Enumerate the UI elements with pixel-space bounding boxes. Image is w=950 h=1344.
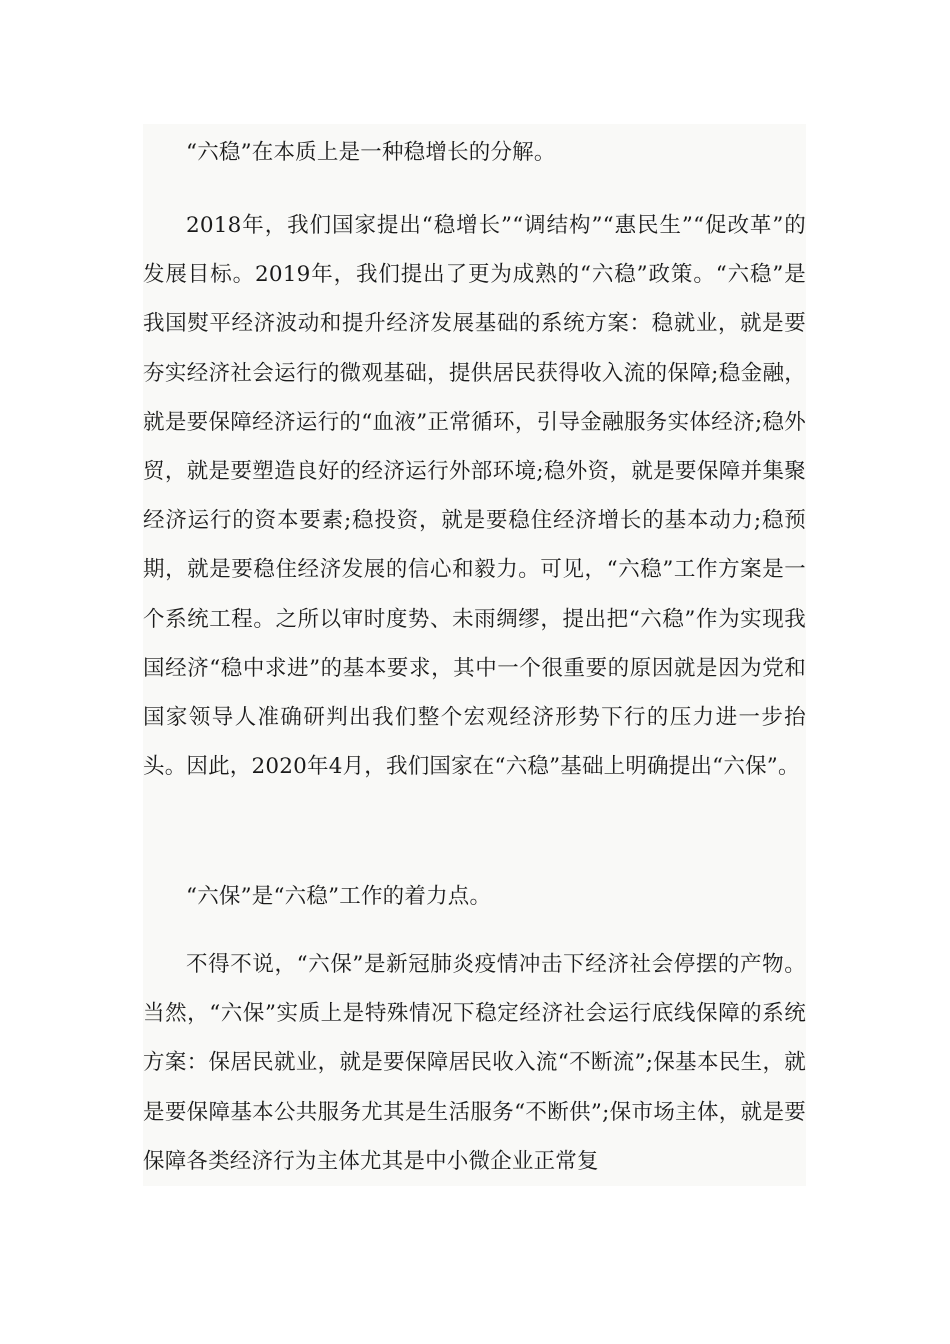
paragraph-3: “六保”是“六稳”工作的着力点。 — [186, 884, 492, 909]
paragraph-4: 不得不说，“六保”是新冠肺炎疫情冲击下经济社会停摆的产物。当然，“六保”实质上是特殊情况下稳定经济社会运行底线保障的系统方案：保居民就业，就是要保障居民收入流“不断流”;保基本民生，就是要保障基本公共服务尤其是生活服务“不断供”;保市场主体，就是要保障各类经济行为主体尤其是中小微企业正常复 — [143, 952, 806, 1174]
paragraph-2: 2018年，我们国家提出“稳增长”“调结构”“惠民生”“促改革”的发展目标。2019年，我们提出了更为成熟的“六稳”政策。“六稳”是我国熨平经济波动和提升经济发展基础的系统方案：稳就业，就是要夯实经济社会运行的微观基础，提供居民获得收入流的保障;稳金融，就是要保障经济运行的“血液”正常循环，引导金融服务实体经济;稳外贸，就是要塑造良好的经济运行外部环境;稳外资，就是要保障并集聚经济运行的资本要素;稳投资，就是要稳住经济增长的基本动力;稳预期，就是要稳住经济发展的信心和毅力。可见，“六稳”工作方案是一个系统工程。之所以审时度势、未雨绸缪，提出把“六稳”作为实现我国经济“稳中求进”的基本要求，其中一个很重要的原因就是因为党和国家领导人准确研判出我们整个宏观经济形势下行的压力进一步抬头。因此，2020年4月，我们国家在“六稳”基础上明确提出“六保”。 — [143, 213, 806, 780]
paragraph-1: “六稳”在本质上是一种稳增长的分解。 — [186, 140, 556, 165]
